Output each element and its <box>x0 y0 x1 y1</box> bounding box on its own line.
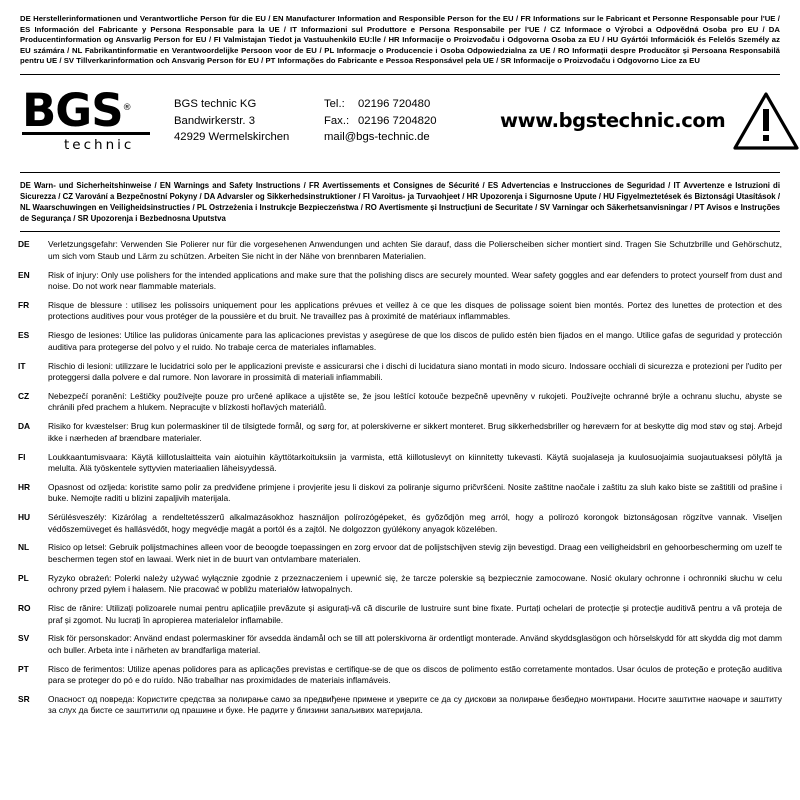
email-value[interactable]: mail@bgs-technic.de <box>324 131 430 144</box>
lang-text: Verletzungsgefahr: Verwenden Sie Polierer nur für die vorgesehenen Anwendungen und achten Sie darauf, dass die Polierscheiben sicher montiert sind. Tragen Sie Schutzbrille und Gehörschutz, um sich vom Staub und Lärm zu schützen. Arbeiten Sie nicht in der Nähe von brennbaren Materialien. <box>48 239 782 261</box>
table-row <box>18 633 782 663</box>
lang-code: HU <box>18 512 31 523</box>
table-row <box>18 421 782 451</box>
table-row <box>18 603 782 633</box>
lang-text: Loukkaantumisvaara: Käytä kiillotuslaitteita vain aiotuihin käyttötarkoituksiin ja varmista, että kiillotuslevyt on kiinnitetty tukevasti. Käytä suojalaseja ja kuulosuojaimia suojautuaksesi pölyltä ja melulta. Älä työskentele syttyvien materiaalien läheisyydessä. <box>48 451 782 473</box>
logo-wordmark <box>22 84 174 138</box>
warning-triangle-icon <box>733 92 799 150</box>
lang-text: Risiko for kvæstelser: Brug kun polermaskiner til de tilsigtede formål, og sørg for, at polerskiverne er sikkert monteret. Brug sikkerhedsbriller og høreværn for at beskytte dig mod støv og støj. Arbejd ikke i nærheden af brændbare materialer. <box>48 421 782 443</box>
table-row <box>18 664 782 694</box>
divider-middle <box>20 172 780 173</box>
lang-text: Riesgo de lesiones: Utilice las pulidoras únicamente para las aplicaciones previstas y asegúrese de que los discos de pulido estén bien fijados en el mango. Utilice gafas de seguridad y protección auditiva para protegerse del polvo y el ruido. No trabaje cerca de materiales inflamables. <box>48 330 782 352</box>
lang-code: FR <box>18 299 30 310</box>
table-row <box>18 270 782 300</box>
lang-code: RO <box>18 603 31 614</box>
logo-subtext: technic <box>64 137 135 154</box>
lang-code: CZ <box>18 390 30 401</box>
lang-code: HR <box>18 481 31 492</box>
contact-row-fax <box>324 113 494 130</box>
lang-code: ES <box>18 330 30 341</box>
safety-instructions-heading: DE Warn- und Sicherheitshinweise / EN Warnings and Safety Instructions / FR Avertissements et Consignes de Sécurité / ES Advertencias e Instrucciones de Seguridad / IT Avvertenze e Istruzioni di Sicurezza / CZ Varování a Bezpečnostní Pokyny / DA Advarsler og Sikkerhedsinstruktioner / FI Varoitus- ja Turvaohjeet / HR Upozorenja i Sigurnosne Upute / HU Figyelmeztetések és Biztonsági Utasítások / NL Waarschuwingen en Veiligheidsinstructies / PL Ostrzeżenia i Instrukcje Bezpieczeństwa / RO Avertismente și Instrucțiuni de Securitate / SV Varningar och Säkerhetsanvisningar / PT Avisos e Instruções de Segurança / SR Upozorenja i Bezbednosna Uputstva <box>20 180 780 224</box>
lang-text: Nebezpečí poranění: Leštičky používejte pouze pro určené aplikace a ujistěte se, že jsou leštící kotouče bezpečně upevněny v rukojeti. Používejte ochranné brýle a ochranu sluchu, abyste se chránili před prachem a hlukem. Nepracujte v blízkosti hořlavých materiálů. <box>48 390 782 413</box>
lang-text: Ryzyko obrażeń: Polerki należy używać wyłącznie zgodnie z przeznaczeniem i upewnić się, że tarcze polerskie są bezpiecznie zamocowane. Nosić okulary ochronne i ochronniki słuchu w celu ochrony przed pyłem i hałasem. Nie pracować w pobliżu materiałów łatwopalnych. <box>48 572 782 595</box>
contact-row-mail <box>324 129 494 146</box>
lang-text: Risque de blessure : utilisez les polissoirs uniquement pour les applications prévues et veillez à ce que les disques de polissage soient bien montés. Portez des lunettes de protection et des protections auditives pour vous protéger de la poussière et du bruit. Ne travaillez pas à proximité de matériaux inflammables. <box>48 299 782 322</box>
table-row <box>18 512 782 542</box>
lang-text: Risico op letsel: Gebruik polijstmachines alleen voor de beoogde toepassingen en zorg ervoor dat de polijstschijven stevig zijn bevestigd. Draag een veiligheidsbril en gehoorbescherming om uzelf te beschermen tegen stof en lawaai. Werk niet in de buurt van ontvlambare materialen. <box>48 542 782 564</box>
lang-text: Risco de ferimentos: Utilize apenas polidores para as aplicações previstas e certifique-se de que os discos de polimento estão corretamente montados. Usar óculos de proteção e proteção auditiva para se proteger do pó e do ruído. Não trabalhar nas proximidades de materiais inflamáveis. <box>48 663 782 686</box>
table-row <box>18 694 782 724</box>
lang-code: SR <box>18 694 30 705</box>
website-url[interactable]: www.bgstechnic.com <box>500 109 726 133</box>
company-street: Bandwirkerstr. 3 <box>174 114 255 127</box>
lang-text: Risc de rănire: Utilizați polizoarele numai pentru aplicațiile prevăzute și asigurați-vă că discurile de lustruire sunt bine fixate. Purtați ochelari de protecție și protecție auditivă pentru a vă proteja de praf și zgomot. Nu lucrați în apropierea materialelor inflamabile. <box>48 603 782 625</box>
table-row <box>18 542 782 572</box>
instructions-table <box>18 239 782 724</box>
instructions-body <box>18 239 782 724</box>
divider-bottom <box>20 231 780 232</box>
table-row <box>18 391 782 421</box>
lang-text: Risk of injury: Only use polishers for the intended applications and make sure that the polishing discs are securely mounted. Wear safety goggles and ear defenders to protect yourself from dust and noise. Do not work near flammable materials. <box>48 269 782 292</box>
company-address <box>174 96 324 146</box>
contact-row-tel <box>324 96 494 113</box>
lang-code: DA <box>18 421 31 432</box>
lang-text: Opasnost od ozljeda: koristite samo polir za predviđene primjene i provjerite jesu li diskovi za poliranje sigurno pričvršćeni. Nosite zaštitne naočale i zaštitu za sluh kako biste se zaštitili od prašine i buke. Nemojte raditi u blizini zapaljivih materijala. <box>48 481 782 504</box>
lang-code: PT <box>18 663 29 674</box>
table-row <box>18 330 782 360</box>
tel-value: 02196 720480 <box>358 98 431 111</box>
table-row <box>18 452 782 482</box>
fax-value: 02196 7204820 <box>358 114 437 127</box>
lang-text: Rischio di lesioni: utilizzare le lucidatrici solo per le applicazioni previste e assicurarsi che i dischi di lucidatura siano montati in modo sicuro. Indossare occhiali di sicurezza e protezioni per l'udito per proteggersi dalla polvere e dal rumore. Non lavorare in prossimità di materiali infiammabili. <box>48 360 782 382</box>
logo-text: BGS <box>22 84 123 138</box>
lang-code: IT <box>18 360 26 371</box>
lang-text: Risk för personskador: Använd endast polermaskiner för avsedda ändamål och se till att polerskivorna är ordentligt monterade. Använd skyddsglasögon och hörselskydd för att skydda dig mot damm och buller. Arbeta inte i närheten av brandfarliga material. <box>48 633 782 655</box>
fax-label: Fax.: <box>324 114 350 127</box>
lang-code: DE <box>18 239 30 250</box>
bgs-logo <box>22 84 174 154</box>
tel-label: Tel.: <box>324 98 345 111</box>
company-name: BGS technic KG <box>174 98 257 111</box>
manufacturer-info-heading: DE Herstellerinformationen und Verantwortliche Person für die EU / EN Manufacturer Information and Responsible Person for the EU / FR Informations sur le Fabricant et Personne Responsable pour l'UE / ES Información del Fabricante y Persona Responsable para la UE / IT Informazioni sul Produttore e Persona Responsabile per l'UE / CZ Informace o Výrobci a Odpovědná Osoba pro EU / DA Producentinformation og Ansvarlig Person for EU / FI Valmistajan Tiedot ja Vastuuhenkilö EU:lle / HR Informacije o Proizvođaču i Odgovorna Osoba za EU / HU Gyártói Információk és Felelős Személy az EU számára / NL Fabrikantinformatie en Verantwoordelijke Persoon voor de EU / PL Informacje o Producencie i Osoba Odpowiedzialna za UE / RO Informații despre Producător și Persoana Responsabilă pentru UE / SV Tillverkarinformation och Ansvarig Person för EU / PT Informações do Fabricante e Pessoa Responsável pela UE / SR Informacije o Proizvođaču i Odgovorno Lice za EU <box>20 14 780 66</box>
lang-code: EN <box>18 269 30 280</box>
company-city: 42929 Wermelskirchen <box>174 131 290 144</box>
table-row <box>18 239 782 269</box>
lang-text: Опасност од повреда: Користите средства за полирање само за предвиђене примене и уверите се да су дискови за полирање безбедно монтирани. Носите заштитне наочаре и заштиту за слух да бисте се заштитили од прашине и буке. Не радите у близини запаљивих материјала. <box>48 694 782 716</box>
lang-text: Sérülésveszély: Kizárólag a rendeltetésszerű alkalmazásokhoz használjon polírozógépeket, és győződjön meg arról, hogy a polírozó korongok biztonságosan rögzítve vannak. Viseljen védőszemüveget és hallásvédőt, hogy megvédje magát a portól és a zajtól. Ne dolgozzon gyúlékony anyagok közelében. <box>48 512 782 534</box>
registered-trademark-icon: ® <box>122 103 132 114</box>
company-contact <box>324 96 494 146</box>
lang-code: PL <box>18 572 29 583</box>
lang-code: NL <box>18 542 30 553</box>
warning-triangle-wrap <box>725 92 799 150</box>
lang-code: FI <box>18 451 26 462</box>
table-row <box>18 300 782 330</box>
lang-code: SV <box>18 633 30 644</box>
table-row <box>18 482 782 512</box>
company-header-band <box>18 75 782 165</box>
table-row <box>18 361 782 391</box>
table-row <box>18 573 782 603</box>
